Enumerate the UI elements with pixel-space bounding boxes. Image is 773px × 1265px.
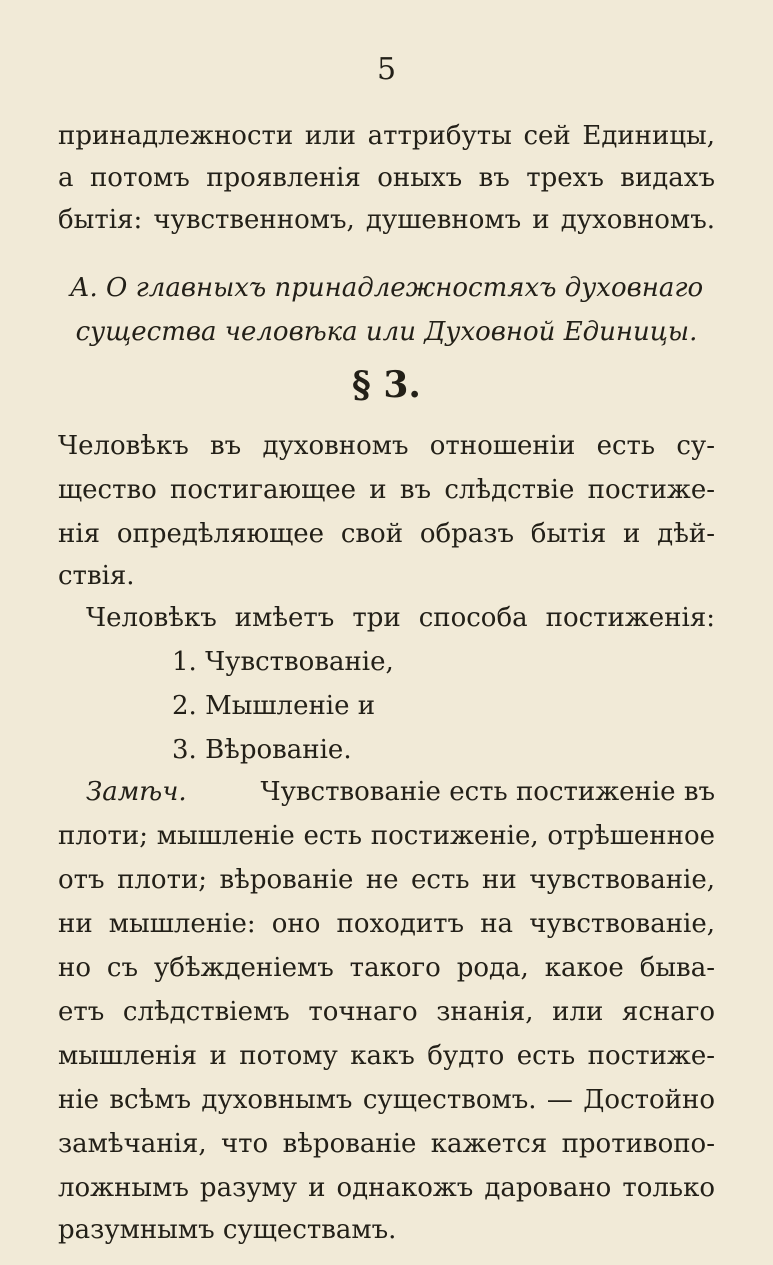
note-label: Замѣч. bbox=[86, 777, 187, 807]
note-line: замѣчанія, что вѣрованіе кажется противопо- bbox=[58, 1129, 715, 1159]
note-first-line-text: Чувствованіе есть постиженіе въ bbox=[260, 777, 715, 807]
paragraph-line: Человѣкъ имѣетъ три способа постиженія: bbox=[86, 603, 715, 633]
note-line: етъ слѣдствіемъ точнаго знанія, или яснаго bbox=[58, 997, 715, 1027]
note-line: ни мышленіе: оно походитъ на чувствованіе, bbox=[58, 909, 715, 939]
paragraph-line: Человѣкъ въ духовномъ отношеніи есть су- bbox=[58, 431, 715, 461]
note-line: отъ плоти; вѣрованіе не есть ни чувствованіе, bbox=[58, 865, 715, 895]
paragraph-line: щество постигающее и въ слѣдствіе постиже- bbox=[58, 475, 715, 505]
page-number: 5 bbox=[376, 52, 397, 87]
section-heading-line-1: А. О главныхъ принадлежностяхъ духовнаго bbox=[69, 273, 704, 303]
note-first-line bbox=[86, 774, 715, 810]
section-mark: § 3. bbox=[352, 364, 421, 406]
list-item: 1. Чувствованіе, bbox=[172, 647, 394, 677]
note-line: разумнымъ существамъ. bbox=[58, 1215, 397, 1245]
note-line: но съ убѣжденіемъ такого рода, какое быва- bbox=[58, 953, 715, 983]
paragraph-line: нія опредѣляющее свой образъ бытія и дѣй- bbox=[58, 519, 715, 549]
note-line: плоти; мышленіе есть постиженіе, отрѣшенное bbox=[58, 821, 715, 851]
note-line: мышленія и потому какъ будто есть постиже- bbox=[58, 1041, 715, 1071]
section-heading-line-2: существа человѣка или Духовной Единицы. bbox=[75, 317, 698, 347]
list-item: 3. Вѣрованіе. bbox=[172, 735, 352, 765]
list-item: 2. Мышленіе и bbox=[172, 691, 376, 721]
text-line: принадлежности или аттрибуты сей Единицы, bbox=[58, 121, 715, 151]
note-line: ложнымъ разуму и однакожъ даровано только bbox=[58, 1173, 715, 1203]
text-line: а потомъ проявленія оныхъ въ трехъ видахъ bbox=[58, 163, 715, 193]
paragraph-line: ствія. bbox=[58, 561, 135, 591]
text-line: бытія: чувственномъ, душевномъ и духовномъ. bbox=[58, 205, 715, 235]
note-line: ніе всѣмъ духовнымъ существомъ. — Достойно bbox=[58, 1085, 715, 1115]
